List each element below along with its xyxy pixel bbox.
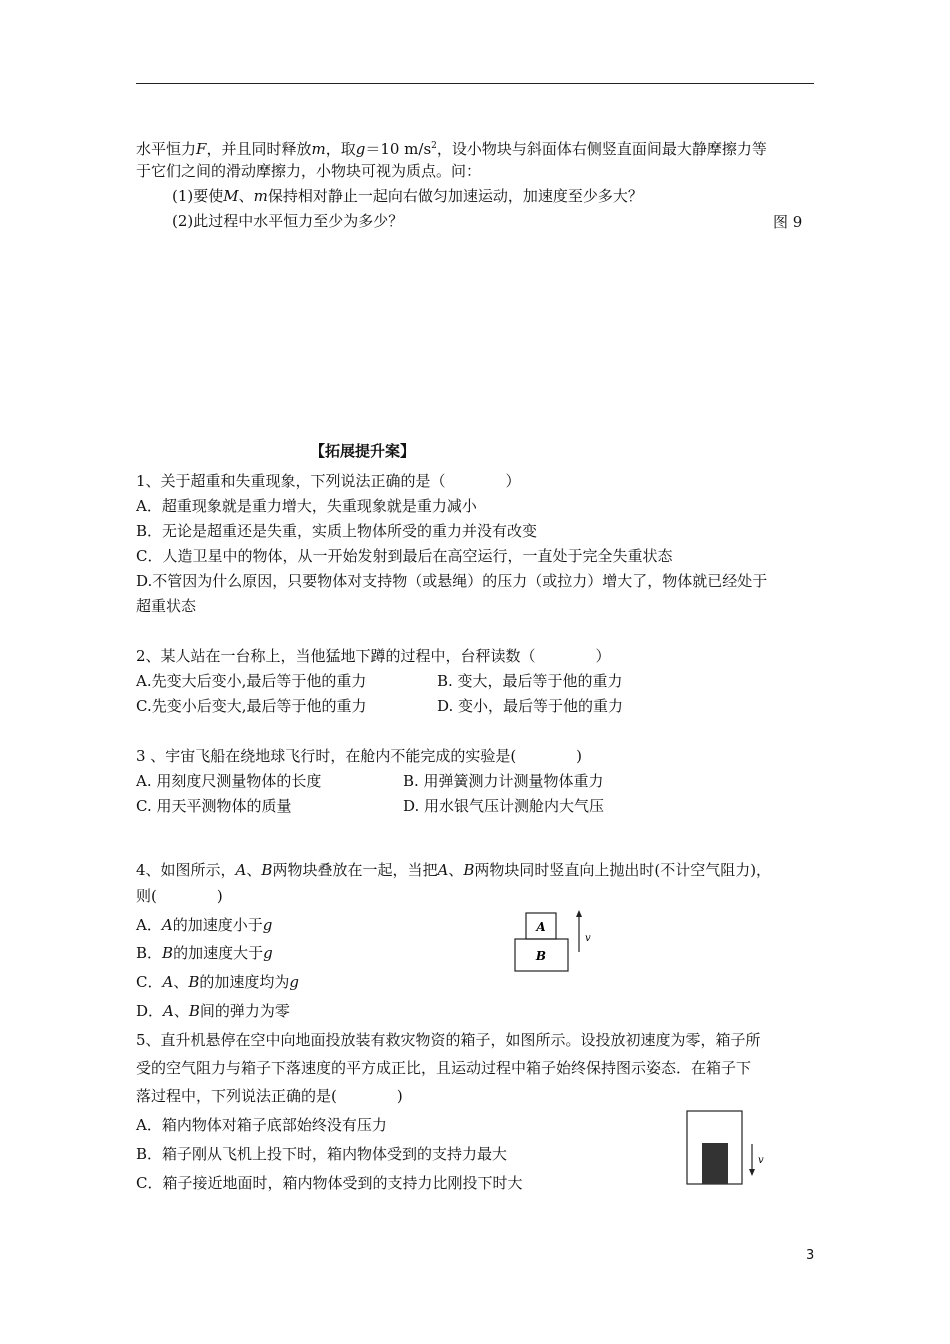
q1-option-d-cont: 超重状态 [136, 597, 197, 615]
q4-stem-1: 4、如图所示，A、B两物块叠放在一起，当把A、B两物块同时竖直向上抛出时(不计空气阻力)， [136, 861, 772, 879]
q3-option-b: B. 用弹簧测力计测量物体重力 [403, 772, 604, 790]
page-number: 3 [806, 1248, 815, 1263]
q2-option-b: B. 变大，最后等于他的重力 [437, 672, 623, 690]
q1-stem: 1、关于超重和失重现象，下列说法正确的是（ ） [136, 472, 521, 490]
q5-stem-2: 受的空气阻力与箱子下落速度的平方成正比，且运动过程中箱子始终保持图示姿态．在箱子下 [136, 1059, 752, 1077]
intro-question-1: (1)要使M、m保持相对静止一起向右做匀加速运动，加速度至少多大？ [172, 187, 643, 205]
q5-option-a: A．箱内物体对箱子底部始终没有压力 [136, 1116, 387, 1134]
q4-option-b: B．B的加速度大于g [136, 944, 273, 962]
falling-box-figure [682, 1108, 782, 1188]
q4-option-a: A．A的加速度小于g [136, 916, 273, 934]
velocity-label: v [758, 1155, 764, 1166]
q1-option-a: A．超重现象就是重力增大，失重现象就是重力减小 [136, 497, 477, 515]
intro-line-1: 水平恒力F，并且同时释放m，取g＝10 $m/s^2$，设小物块与斜面体右侧竖直面间最大静摩擦力等 [136, 140, 767, 158]
q4-stem-2: 则( ) [136, 887, 223, 905]
q1-option-b: B．无论是超重还是失重，实质上物体所受的重力并没有改变 [136, 522, 538, 540]
intro-line-2: 于它们之间的滑动摩擦力，小物块可视为质点。问： [136, 162, 482, 180]
q2-stem: 2、某人站在一台称上，当他猛地下蹲的过程中，台秤读数（ ） [136, 647, 611, 665]
q5-stem-1: 5、直升机悬停在空中向地面投放装有救灾物资的箱子，如图所示。设投放初速度为零，箱子所 [136, 1031, 761, 1049]
q2-option-c: C.先变小后变大,最后等于他的重力 [136, 697, 367, 715]
intro-question-2: (2)此过程中水平恒力至少为多少？ [172, 212, 404, 230]
q2-option-a: A.先变大后变小,最后等于他的重力 [136, 672, 367, 690]
block-a-label: A [536, 920, 546, 934]
q4-option-d: D．A、B间的弹力为零 [136, 1002, 290, 1020]
q3-stem: 3 、宇宙飞船在绕地球飞行时，在舱内不能完成的实验是( ) [136, 747, 583, 765]
cargo-block [702, 1143, 728, 1184]
figure-label: 图 9 [773, 213, 803, 231]
q5-option-c: C．箱子接近地面时，箱内物体受到的支持力比刚投下时大 [136, 1174, 523, 1192]
q1-option-d: D.不管因为什么原因，只要物体对支持物（或悬绳）的压力（或拉力）增大了，物体就已经处于 [136, 572, 768, 590]
velocity-label: v [585, 933, 591, 944]
stacked-blocks-figure [510, 908, 600, 978]
q3-option-c: C. 用天平测物体的质量 [136, 797, 292, 815]
header-rule [136, 83, 814, 84]
velocity-arrowhead [576, 910, 582, 917]
q3-option-d: D. 用水银气压计测舱内大气压 [403, 797, 605, 815]
q5-option-b: B．箱子刚从飞机上投下时，箱内物体受到的支持力最大 [136, 1145, 508, 1163]
block-b-label: B [535, 949, 547, 963]
q4-option-c: C．A、B的加速度均为g [136, 973, 299, 991]
velocity-arrowhead [749, 1169, 755, 1176]
q3-option-a: A. 用刻度尺测量物体的长度 [136, 772, 322, 790]
q5-stem-3: 落过程中，下列说法正确的是( ) [136, 1087, 403, 1105]
q1-option-c: C．人造卫星中的物体，从一开始发射到最后在高空运行，一直处于完全失重状态 [136, 547, 673, 565]
q2-option-d: D. 变小，最后等于他的重力 [437, 697, 624, 715]
section-heading: 【拓展提升案】 [310, 442, 416, 460]
